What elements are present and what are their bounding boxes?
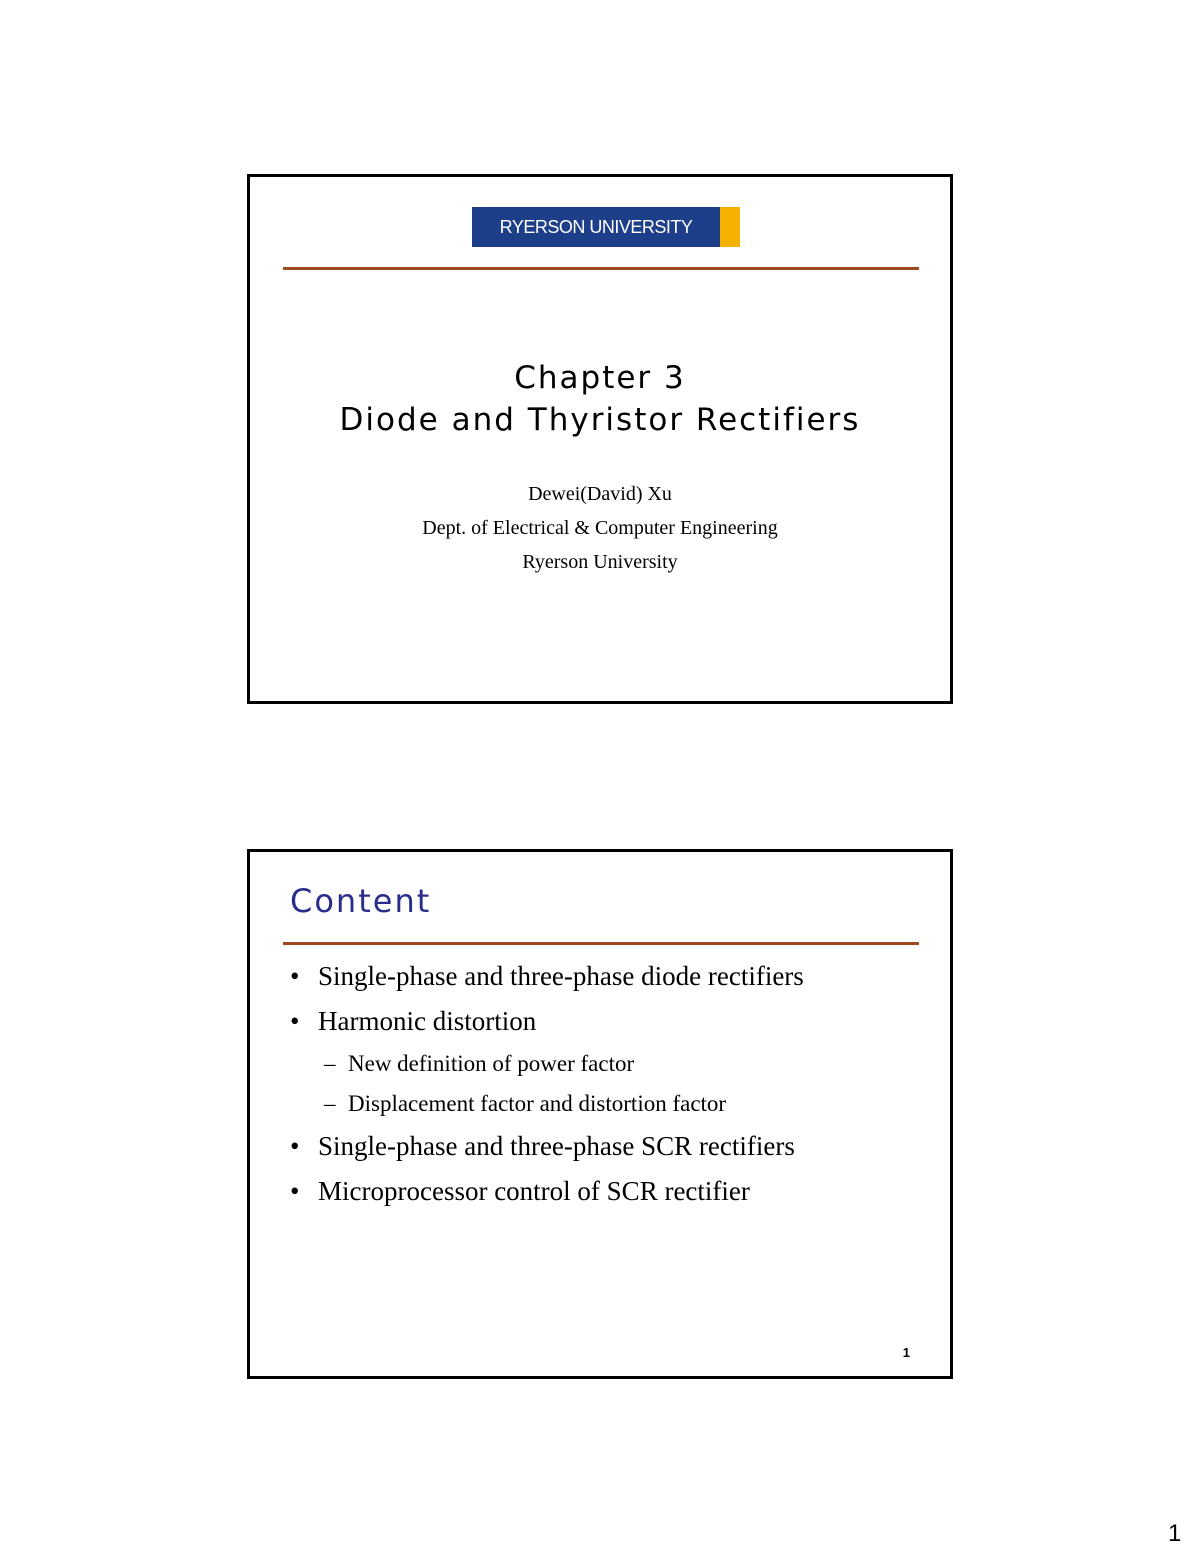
author-department: Dept. of Electrical & Computer Engineering: [422, 517, 778, 539]
logo-gold-block: [720, 207, 740, 247]
bullet-item: • Microprocessor control of SCR rectifier: [288, 1169, 928, 1214]
heading-divider: [283, 942, 919, 945]
title-divider: [283, 267, 919, 270]
bullet-list: [288, 954, 928, 1214]
content-slide: [247, 849, 953, 1379]
author-name: Dewei(David) Xu: [528, 483, 672, 505]
sub-bullet-item: – Displacement factor and distortion factor: [288, 1084, 928, 1124]
bullet-item: • Harmonic distortion: [288, 999, 928, 1044]
chapter-subtitle: Diode and Thyristor Rectifiers: [339, 402, 861, 438]
chapter-title: Chapter 3: [514, 360, 686, 396]
bullet-item: • Single-phase and three-phase diode rectifiers: [288, 954, 928, 999]
author-university: Ryerson University: [522, 551, 678, 573]
logo-text: RYERSON UNIVERSITY: [499, 217, 693, 237]
page-number: 1: [1168, 1520, 1182, 1547]
title-slide: [247, 174, 953, 704]
slide-heading: Content: [290, 882, 432, 920]
ryerson-logo: [472, 207, 740, 247]
sub-bullet-item: – New definition of power factor: [288, 1044, 928, 1084]
slide-number: 1: [902, 1345, 910, 1360]
bullet-item: • Single-phase and three-phase SCR rectifiers: [288, 1124, 928, 1169]
